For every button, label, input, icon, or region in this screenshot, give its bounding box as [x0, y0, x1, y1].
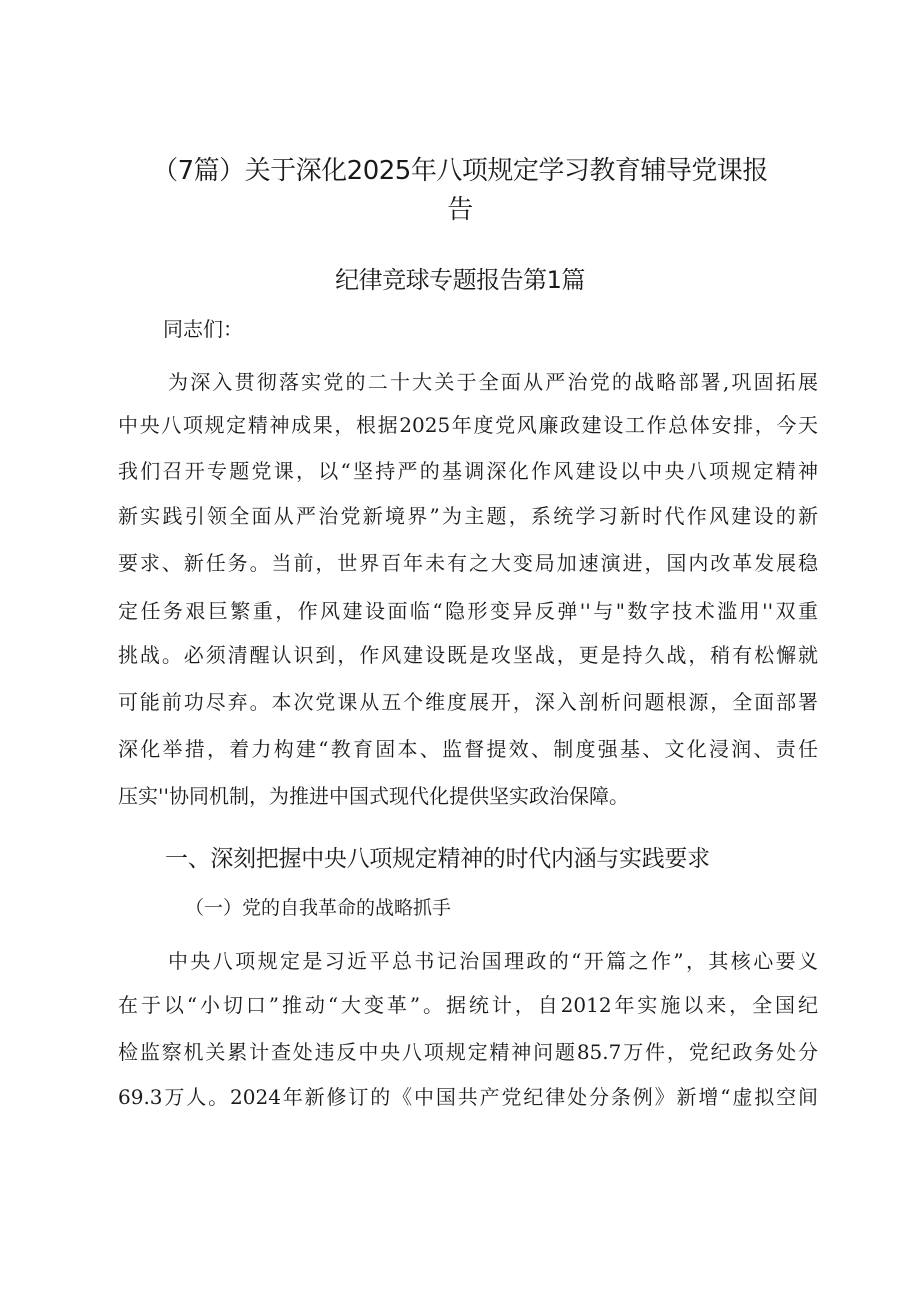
paragraph2-line: 在于以“小切口”推动“大变革”。据统计，自2012年实施以来，全国纪 — [118, 993, 818, 1017]
subsection-heading-1: （一）党的自我革命的战略抓手 — [185, 897, 452, 919]
paragraph1-line: 为深入贯彻落实党的二十大关于全面从严治党的战略部署,巩固拓展 — [168, 370, 818, 394]
paragraph1-line: 可能前功尽弃。本次党课从五个维度展开，深入剖析问题根源，全面部署 — [118, 690, 818, 714]
paragraph1-line: 我们召开专题党课，以“坚持严的基调深化作风建设以中央八项规定精神 — [118, 459, 818, 483]
section-heading-1: 一、深刻把握中央八项规定精神的时代内涵与实践要求 — [165, 846, 710, 872]
paragraph2-line: 中央八项规定是习近平总书记治国理政的“开篇之作”，其核心要义 — [168, 949, 818, 973]
paragraph1-line: 中央八项规定精神成果，根据2025年度党风廉政建设工作总体安排，今天 — [118, 413, 818, 437]
paragraph1-line: 定任务艰巨繁重，作风建设面临“隐形变异反弹''与"数字技术滥用''双重 — [118, 599, 818, 623]
section-subtitle: 纪律竞球专题报告第1篇 — [335, 266, 585, 294]
paragraph1-line: 挑战。必须清醒认识到，作风建设既是攻坚战，更是持久战，稍有松懈就 — [118, 643, 818, 667]
paragraph2-line: 检监察机关累计查处违反中央八项规定精神问题85.7万件，党纪政务处分 — [118, 1040, 818, 1064]
paragraph1-line: 新实践引领全面从严治党新境界”为主题，系统学习新时代作风建设的新 — [118, 504, 818, 528]
paragraph1-line: 压实''协同机制，为推进中国式现代化提供坚实政治保障。 — [118, 784, 629, 808]
greeting: 同志们： — [163, 317, 243, 341]
paragraph2-line: 69.3万人。2024年新修订的《中国共产党纪律处分条例》新增“虚拟空间 — [118, 1085, 818, 1109]
document-title-line1: （7篇）关于深化2025年八项规定学习教育辅导党课报 — [152, 156, 768, 186]
paragraph1-line: 要求、新任务。当前，世界百年未有之大变局加速演进，国内改革发展稳 — [118, 551, 818, 575]
document-title-line2: 告 — [447, 195, 473, 225]
paragraph1-line: 深化举措，着力构建“教育固本、监督提效、制度强基、文化浸润、责任 — [118, 737, 818, 761]
